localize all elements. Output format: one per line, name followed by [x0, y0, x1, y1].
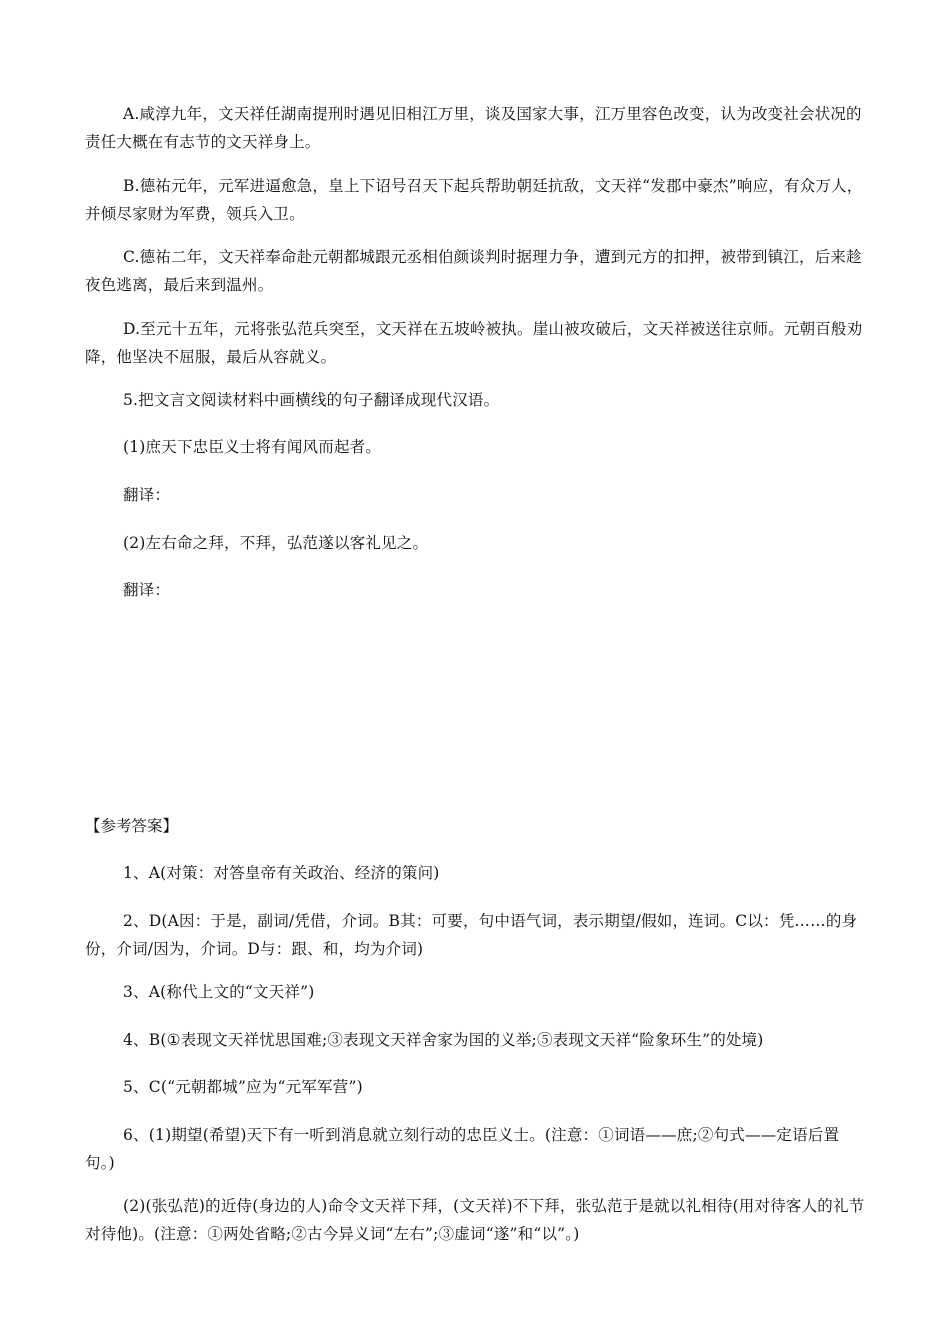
option-b: B.德祐元年，元军进逼愈急，皇上下诏号召天下起兵帮助朝廷抗敌，文天祥“发郡中豪杰”响应，有众万人，并倾尽家财为军费，领兵入卫。 — [85, 177, 863, 223]
translation-label-1: 翻译： — [123, 486, 171, 504]
option-c: C.德祐二年，文天祥奉命赴元朝都城跟元丞相伯颜谈判时据理力争，遭到元方的扣押，被带到镇江，后来趁夜色逃离，最后来到温州。 — [85, 248, 862, 294]
option-d: D.至元十五年，元将张弘范兵突至，文天祥在五坡岭被执。崖山被攻破后，文天祥被送往京师。元朝百般劝降，他坚决不屈服，最后从容就义。 — [85, 320, 863, 366]
translation-label-2: 翻译： — [123, 581, 171, 599]
answer-heading: 【参考答案】 — [85, 817, 179, 835]
answer-4: 4、B(①表现文天祥忧思国难;③表现文天祥舍家为国的义举;⑤表现文天祥“险象环生”的处境) — [123, 1031, 764, 1049]
option-a: A.咸淳九年，文天祥任湖南提刑时遇见旧相江万里，谈及国家大事，江万里容色改变，认为改变社会状况的责任大概在有志节的文天祥身上。 — [85, 105, 862, 151]
answer-6-part-2: (2)(张弘范)的近侍(身边的人)命令文天祥下拜，(文天祥)不下拜，张弘范于是就以礼相待(用对待客人的礼节对待他)。(注意：①两处省略;②古今异义词“左右”;③虚词“遂”和“以”。) — [85, 1197, 865, 1243]
answer-3: 3、A(称代上文的“文天祥”) — [123, 983, 315, 1001]
answer-1: 1、A(对策：对答皇帝有关政治、经济的策问) — [123, 864, 440, 882]
answer-5: 5、C(“元朝都城”应为“元军军营”) — [123, 1078, 363, 1096]
answer-6: 6、(1)期望(希望)天下有一听到消息就立刻行动的忠臣义士。(注意：①词语——庶;②句式——定语后置句。) — [85, 1126, 840, 1172]
answer-2: 2、D(A因：于是，副词/凭借，介词。B其：可要，句中语气词，表示期望/假如，连词。C以：凭……的身份，介词/因为，介词。D与：跟、和，均为介词) — [85, 912, 858, 958]
question-5-title: 5.把文言文阅读材料中画横线的句子翻译成现代汉语。 — [123, 391, 500, 409]
question-5-sentence-2: (2)左右命之拜，不拜，弘范遂以客礼见之。 — [123, 534, 429, 552]
question-5-sentence-1: (1)庶天下忠臣义士将有闻风而起者。 — [123, 438, 382, 456]
